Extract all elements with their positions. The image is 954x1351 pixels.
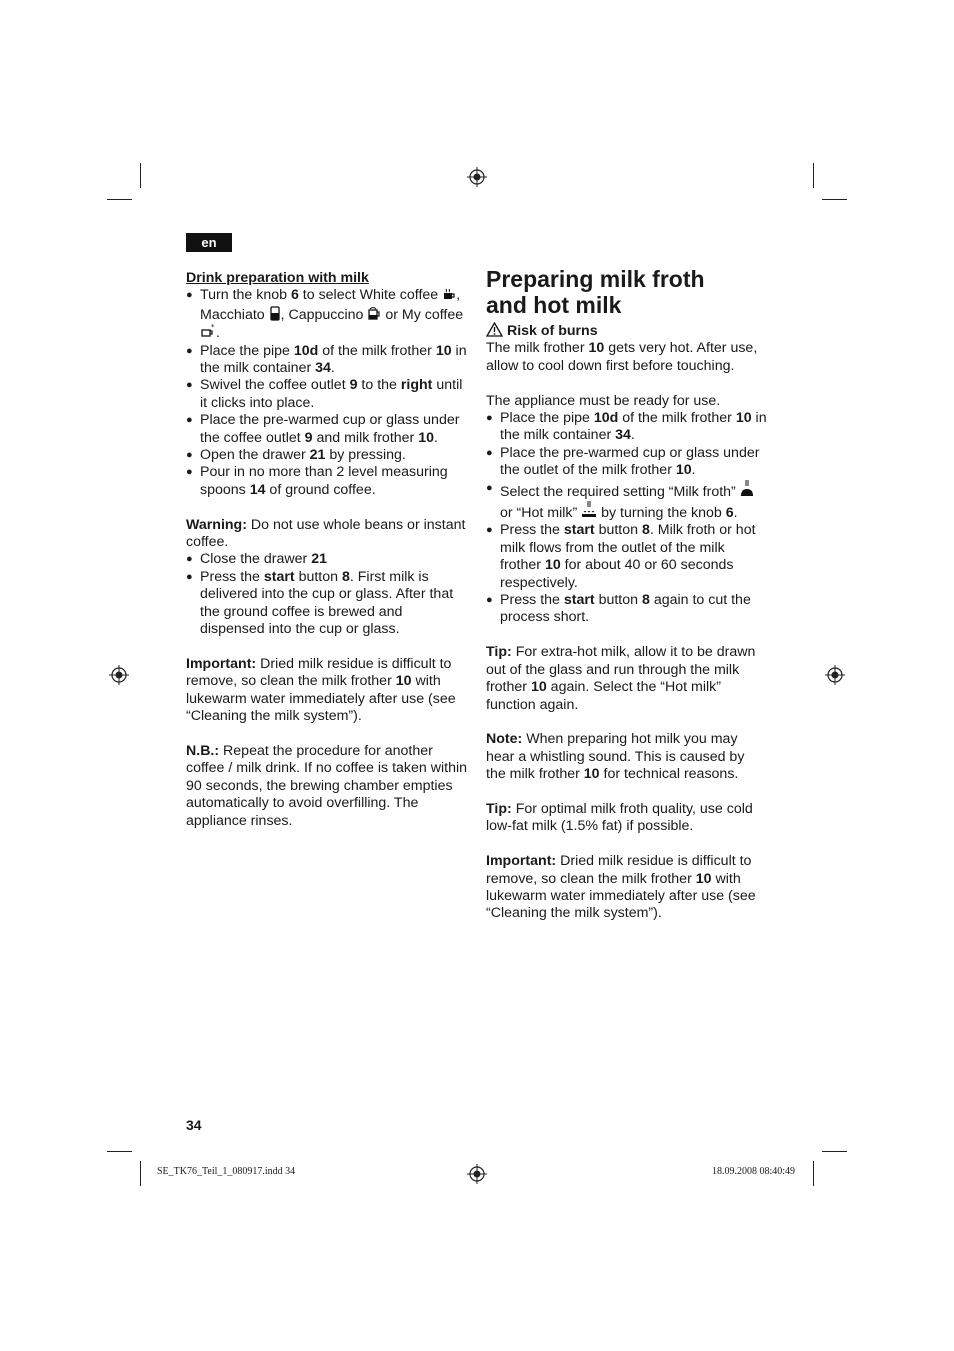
crop-mark	[140, 1161, 141, 1186]
footer-timestamp: 18.09.2008 08:40:49	[712, 1166, 796, 1177]
list-item: ● Press the start button 8. First milk is delivered into the cup or glass. After that the ground coffee is brewed and dispensed into the cup or glass.	[186, 569, 468, 639]
right-column	[486, 266, 768, 923]
crop-mark	[107, 199, 132, 200]
warning-paragraph: Warning: Do not use whole beans or instant coffee.	[186, 516, 466, 551]
milk-froth-icon	[740, 480, 754, 498]
list-item: ● Press the start button 8 again to cut the process short.	[486, 592, 768, 627]
crop-mark	[140, 163, 141, 188]
crop-mark	[822, 1151, 847, 1152]
step-list	[186, 287, 468, 499]
warning-triangle-icon	[486, 322, 503, 337]
important-paragraph: Important: Dried milk residue is difficult to remove, so clean the milk frother 10 with lukewarm water immediately after use (see “Cleaning the milk system”).	[486, 853, 756, 922]
footer-filename: SE_TK76_Teil_1_080917.indd 34	[157, 1166, 296, 1177]
list-item: ● Select the required setting “Milk froth” or “Hot milk” by turning the knob 6.	[486, 480, 768, 523]
note-paragraph: N.B.: Repeat the procedure for another coffee / milk drink. If no coffee is taken within 90 seconds, the brewing chamber empties automatically to avoid overfilling. The appliance rinses.	[186, 742, 467, 829]
ready-paragraph: The appliance must be ready for use.	[486, 392, 721, 409]
list-item: ● Place the pipe 10d of the milk frother 10 in the milk container 34.	[186, 343, 468, 378]
my-coffee-icon	[200, 324, 216, 339]
crop-mark	[107, 1151, 132, 1152]
hot-milk-icon	[581, 501, 597, 519]
left-column	[186, 270, 468, 830]
risk-paragraph: The milk frother 10 gets very hot. After use, allow to cool down first before touching.	[486, 340, 758, 374]
crop-mark	[813, 163, 814, 188]
list-item: ● Place the pre-warmed cup or glass under the coffee outlet 9 and milk frother 10.	[186, 412, 468, 447]
list-item: ● Close the drawer 21	[186, 551, 468, 568]
crop-mark	[813, 1161, 814, 1186]
risk-heading: Risk of burns	[486, 322, 768, 340]
list-item: ● Turn the knob 6 to select White coffee , Macchiato , Cappuccino or My coffee * .	[186, 287, 468, 342]
list-item: ● Pour in no more than 2 level measuring spoons 14 of ground coffee.	[186, 464, 468, 499]
registration-mark-icon	[825, 665, 845, 685]
registration-mark-icon	[467, 167, 487, 187]
tip-paragraph: Tip: For extra-hot milk, allow it to be drawn out of the glass and run through the milk frother 10 again. Select the “Hot milk” function again.	[486, 644, 756, 713]
page-number: 34	[186, 1117, 202, 1133]
section-heading: Drink preparation with milk	[186, 270, 369, 286]
important-paragraph: Important: Dried milk residue is difficult to remove, so clean the milk frother 10 with lukewarm water immediately after use (see “Cleaning the milk system”).	[186, 655, 456, 725]
tip-paragraph: Tip: For optimal milk froth quality, use cold low-fat milk (1.5% fat) if possible.	[486, 800, 753, 835]
step-list	[486, 410, 768, 627]
svg-text:*: *	[211, 324, 215, 332]
page-title: Preparing milk froth and hot milk	[486, 266, 705, 318]
list-item: ● Place the pre-warmed cup or glass under the outlet of the milk frother 10.	[486, 445, 768, 480]
language-tag: en	[186, 233, 232, 252]
crop-mark	[822, 199, 847, 200]
list-item: ● Swivel the coffee outlet 9 to the right until it clicks into place.	[186, 377, 468, 412]
macchiato-icon	[269, 305, 281, 321]
registration-mark-icon	[467, 1164, 487, 1184]
step-list	[186, 551, 468, 638]
list-item: ● Open the drawer 21 by pressing.	[186, 447, 468, 464]
registration-mark-icon	[109, 665, 129, 685]
cappuccino-icon	[367, 306, 381, 321]
list-item: ● Place the pipe 10d of the milk frother 10 in the milk container 34.	[486, 410, 768, 445]
note-paragraph: Note: When preparing hot milk you may hear a whistling sound. This is caused by the milk frother 10 for technical reasons.	[486, 731, 745, 783]
white-coffee-icon	[442, 287, 456, 301]
list-item: ● Press the start button 8. Milk froth or hot milk flows from the outlet of the milk frother 10 for about 40 or 60 seconds respectively.	[486, 522, 768, 592]
